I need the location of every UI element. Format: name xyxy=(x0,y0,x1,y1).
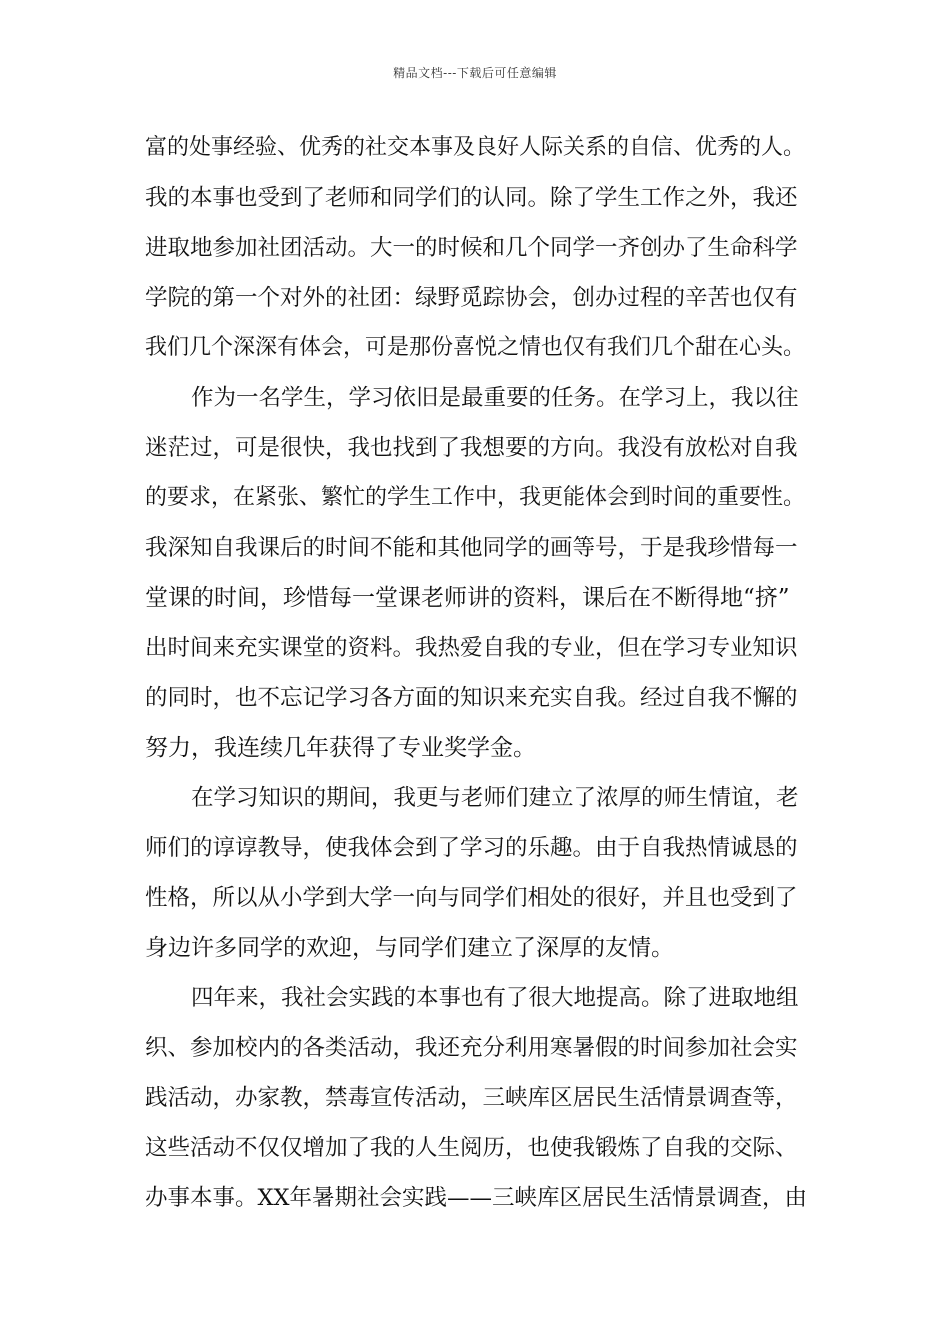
text-line: 织、参加校内的各类活动，我还充分利用寒暑假的时间参加社会实 xyxy=(145,1035,798,1061)
text-line: 进取地参加社团活动。大一的时候和几个同学一齐创办了生命科学 xyxy=(145,235,798,261)
text-line: 迷茫过，可是很快，我也找到了我想要的方向。我没有放松对自我 xyxy=(145,435,798,461)
text-line: 努力，我连续几年获得了专业奖学金。 xyxy=(145,735,536,761)
text-line: 在学习知识的期间，我更与老师们建立了浓厚的师生情谊，老 xyxy=(191,785,799,811)
text-line: 的要求，在紧张、繁忙的学生工作中，我更能体会到时间的重要性。 xyxy=(145,485,806,510)
text-line: 师们的谆谆教导，使我体会到了学习的乐趣。由于自我热情诚恳的 xyxy=(145,835,798,861)
document-body xyxy=(145,128,810,1228)
page-header: 精品文档---下载后可任意编辑 xyxy=(393,66,557,80)
text-line: 我深知自我课后的时间不能和其他同学的画等号，于是我珍惜每一 xyxy=(145,535,798,561)
text-line: 我们几个深深有体会，可是那份喜悦之情也仅有我们几个甜在心头。 xyxy=(145,335,806,360)
text-line: 性格，所以从小学到大学一向与同学们相处的很好，并且也受到了 xyxy=(145,885,798,911)
text-line: 富的处事经验、优秀的社交本事及良好人际关系的自信、优秀的人。 xyxy=(145,135,806,160)
text-line: 四年来，我社会实践的本事也有了很大地提高。除了进取地组 xyxy=(191,985,799,1011)
text-line: 办事本事。XX年暑期社会实践——三峡库区居民生活情景调查，由 xyxy=(145,1185,808,1211)
text-line: 的同时，也不忘记学习各方面的知识来充实自我。经过自我不懈的 xyxy=(145,685,798,711)
text-line: 作为一名学生，学习依旧是最重要的任务。在学习上，我以往 xyxy=(191,385,799,411)
text-line: 学院的第一个对外的社团：绿野觅踪协会，创办过程的辛苦也仅有 xyxy=(145,285,798,311)
text-line: 我的本事也受到了老师和同学们的认同。除了学生工作之外，我还 xyxy=(145,185,798,211)
text-line: 堂课的时间，珍惜每一堂课老师讲的资料，课后在不断得地“挤” xyxy=(145,585,790,611)
text-line: 出时间来充实课堂的资料。我热爱自我的专业，但在学习专业知识 xyxy=(145,635,798,661)
text-line: 这些活动不仅仅增加了我的人生阅历，也使我锻炼了自我的交际、 xyxy=(145,1135,798,1161)
text-line: 践活动，办家教，禁毒宣传活动，三峡库区居民生活情景调查等， xyxy=(145,1085,798,1111)
text-line: 身边许多同学的欢迎，与同学们建立了深厚的友情。 xyxy=(145,935,674,961)
